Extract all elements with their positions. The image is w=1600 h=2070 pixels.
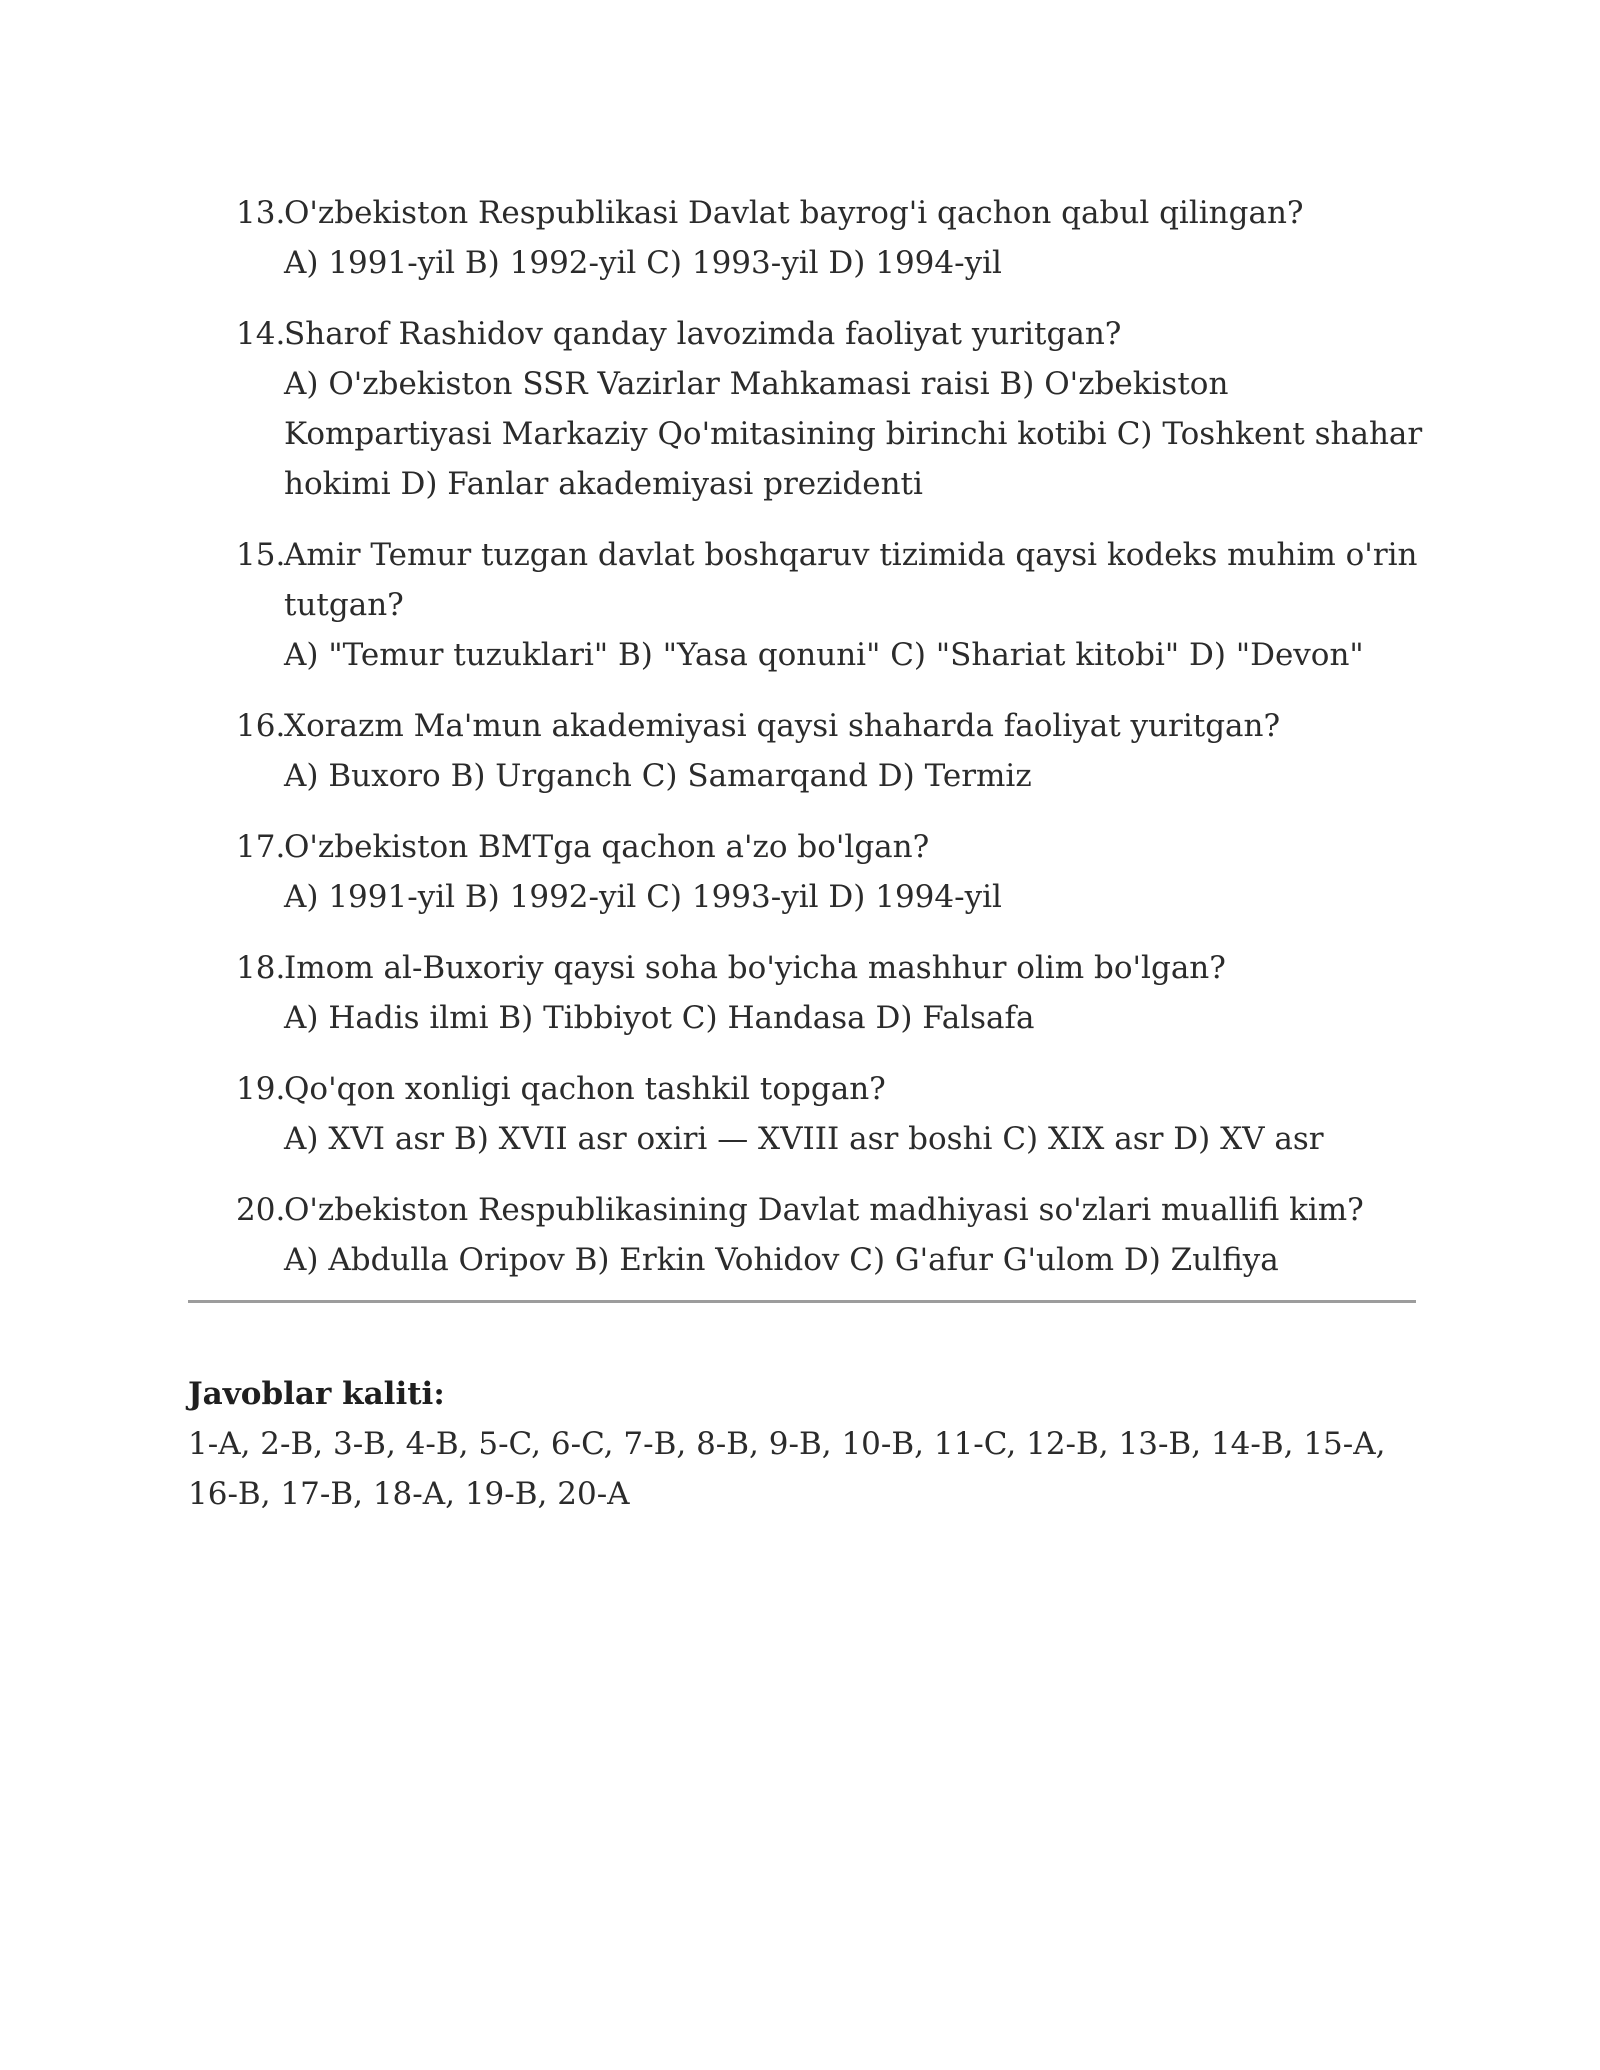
question-number: 20. <box>236 1192 286 1228</box>
question-options: A) Hadis ilmi B) Tibbiyot C) Handasa D) Falsafa <box>284 1000 1035 1036</box>
question-number: 19. <box>236 1071 286 1107</box>
horizontal-divider <box>188 1300 1416 1303</box>
question-item <box>236 530 1426 680</box>
question-options: A) 1991-yil B) 1992-yil C) 1993-yil D) 1994-yil <box>284 245 1002 281</box>
question-item <box>236 701 1426 801</box>
question-options: A) 1991-yil B) 1992-yil C) 1993-yil D) 1994-yil <box>284 879 1002 915</box>
question-text: Imom al-Buxoriy qaysi soha bo'yicha mashhur olim bo'lgan? <box>284 950 1226 986</box>
question-number: 17. <box>236 829 286 865</box>
question-options: A) XVI asr B) XVII asr oxiri — XVIII asr boshi C) XIX asr D) XV asr <box>284 1121 1324 1157</box>
question-item <box>236 943 1426 1043</box>
question-options: A) Abdulla Oripov B) Erkin Vohidov C) G'afur G'ulom D) Zulfiya <box>284 1242 1279 1278</box>
question-text: Xorazm Ma'mun akademiyasi qaysi shaharda faoliyat yuritgan? <box>284 708 1281 744</box>
question-list <box>236 188 1426 1306</box>
question-item <box>236 822 1426 922</box>
question-number: 16. <box>236 708 286 744</box>
question-item <box>236 1185 1426 1285</box>
question-number: 15. <box>236 537 286 573</box>
question-number: 14. <box>236 316 286 352</box>
question-number: 18. <box>236 950 286 986</box>
question-text: O'zbekiston Respublikasining Davlat madhiyasi so'zlari muallifi kim? <box>284 1192 1364 1228</box>
question-text: O'zbekiston BMTga qachon a'zo bo'lgan? <box>284 829 930 865</box>
question-item <box>236 188 1426 288</box>
question-text: O'zbekiston Respublikasi Davlat bayrog'i qachon qabul qilingan? <box>284 195 1304 231</box>
question-options: A) "Temur tuzuklari" B) "Yasa qonuni" C) "Shariat kitobi" D) "Devon" <box>284 637 1364 673</box>
question-text: Sharof Rashidov qanday lavozimda faoliyat yuritgan? <box>284 316 1122 352</box>
answer-key-heading: Javoblar kaliti: <box>188 1376 445 1412</box>
question-text: Qo'qon xonligi qachon tashkil topgan? <box>284 1071 886 1107</box>
question-item <box>236 1064 1426 1164</box>
question-text: Amir Temur tuzgan davlat boshqaruv tizimida qaysi kodeks muhim o'rin tutgan? <box>284 537 1418 623</box>
question-options: A) O'zbekiston SSR Vazirlar Mahkamasi raisi B) O'zbekiston Kompartiyasi Markaziy Qo'mitasining birinchi kotibi C) Toshkent shahar hokimi D) Fanlar akademiyasi prezidenti <box>284 366 1423 502</box>
question-item <box>236 309 1426 509</box>
answer-key-text: 1-A, 2-B, 3-B, 4-B, 5-C, 6-C, 7-B, 8-B, 9-B, 10-B, 11-C, 12-B, 13-B, 14-B, 15-A, 16-B, 17-B, 18-A, 19-B, 20-A <box>188 1426 1386 1512</box>
question-number: 13. <box>236 195 286 231</box>
question-options: A) Buxoro B) Urganch C) Samarqand D) Termiz <box>284 758 1032 794</box>
